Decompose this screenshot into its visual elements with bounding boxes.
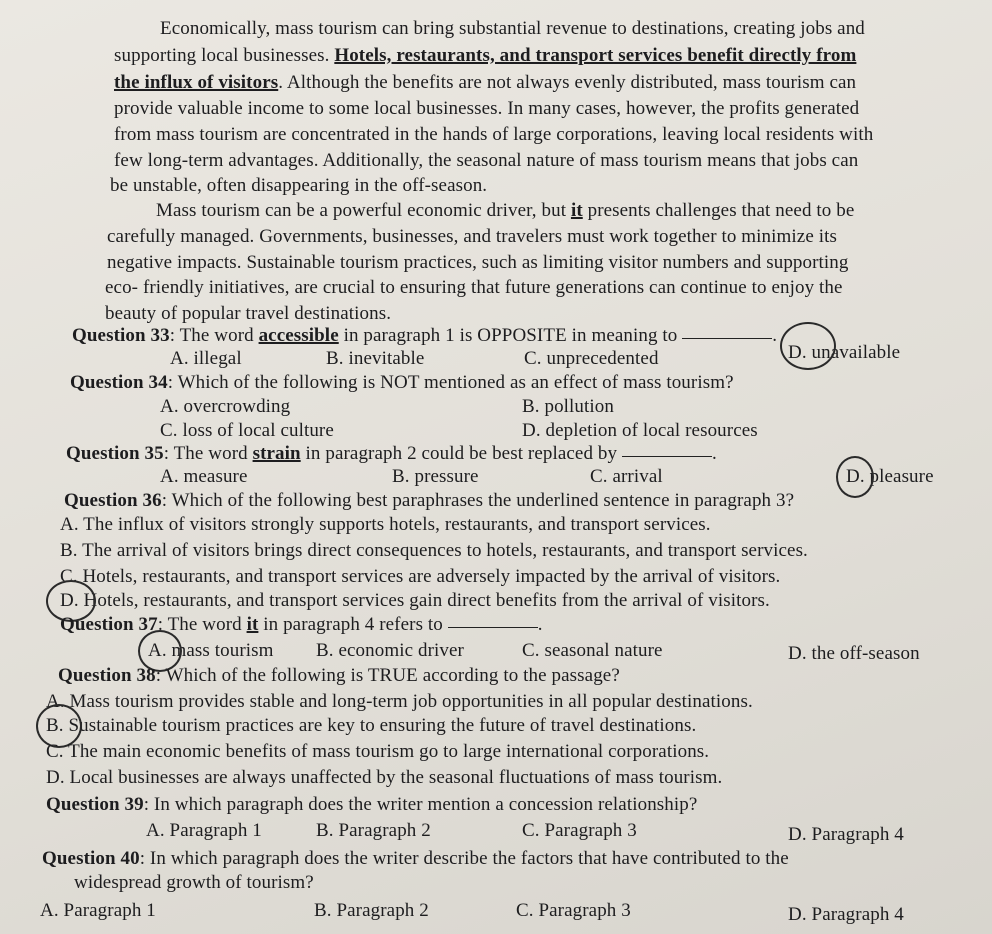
passage-line	[156, 200, 854, 222]
passage-text: supporting local businesses.	[114, 45, 335, 66]
question-text: in paragraph 2 could be best replaced by	[300, 443, 618, 464]
option-36-c[interactable]: C. Hotels, restaurants, and transport services are adversely impacted by the arrival of visitors.	[60, 566, 781, 587]
option-38-d[interactable]: D. Local businesses are always unaffected by the seasonal fluctuations of mass tourism.	[46, 767, 723, 788]
underlined-sentence: Hotels, restaurants, and transport services benefit directly from	[334, 45, 857, 66]
option-38-b[interactable]: B. Sustainable tourism practices are key to ensuring the future of travel destinations.	[46, 715, 697, 736]
answer-blank	[682, 337, 772, 339]
underlined-word: it	[246, 614, 259, 635]
option-33-d[interactable]: D. unavailable	[788, 342, 901, 363]
question-40-stem-cont: widespread growth of tourism?	[74, 872, 314, 893]
underlined-word: accessible	[258, 325, 339, 346]
passage-text: presents challenges that need to be	[582, 200, 855, 221]
question-35-stem	[66, 443, 717, 465]
question-39-stem	[46, 794, 697, 816]
option-35-d[interactable]: D. pleasure	[846, 466, 934, 487]
option-36-a[interactable]: A. The influx of visitors strongly supports hotels, restaurants, and transport services.	[60, 514, 711, 535]
underlined-word-it: it	[570, 200, 583, 221]
option-35-c[interactable]: C. arrival	[590, 466, 663, 487]
question-text: .	[772, 325, 778, 346]
option-33-a[interactable]: A. illegal	[170, 348, 242, 369]
passage-line: provide valuable income to some local businesses. In many cases, however, the profits generated	[114, 98, 860, 119]
option-33-b[interactable]: B. inevitable	[326, 348, 425, 369]
passage-line: eco- friendly initiatives, are crucial to ensuring that future generations can continue to enjoy the	[105, 277, 843, 298]
question-text: .	[537, 614, 543, 635]
passage-line: Economically, mass tourism can bring substantial revenue to destinations, creating jobs and	[160, 18, 865, 39]
passage-line	[114, 45, 856, 67]
passage-text: Mass tourism can be a powerful economic driver, but	[156, 200, 571, 221]
question-label: Question 33	[72, 325, 170, 346]
question-text: .	[711, 443, 717, 464]
option-36-d[interactable]: D. Hotels, restaurants, and transport services gain direct benefits from the arrival of visitors.	[60, 590, 770, 611]
option-40-b[interactable]: B. Paragraph 2	[314, 900, 429, 921]
option-39-b[interactable]: B. Paragraph 2	[316, 820, 431, 841]
option-39-a[interactable]: A. Paragraph 1	[146, 820, 262, 841]
option-34-a[interactable]: A. overcrowding	[160, 396, 291, 417]
option-39-d[interactable]: D. Paragraph 4	[788, 824, 904, 845]
option-40-c[interactable]: C. Paragraph 3	[516, 900, 631, 921]
question-label: Question 38	[58, 665, 156, 686]
option-40-d[interactable]: D. Paragraph 4	[788, 904, 904, 925]
question-label: Question 37	[60, 614, 158, 635]
question-text: : In which paragraph does the writer describe the factors that have contributed to the	[139, 848, 789, 869]
option-38-a[interactable]: A. Mass tourism provides stable and long-term job opportunities in all popular destinations.	[46, 691, 753, 712]
question-40-stem	[42, 848, 789, 870]
question-label: Question 34	[70, 372, 168, 393]
option-33-c[interactable]: C. unprecedented	[524, 348, 659, 369]
question-label: Question 35	[66, 443, 164, 464]
option-39-c[interactable]: C. Paragraph 3	[522, 820, 637, 841]
passage-line: carefully managed. Governments, businesses, and travelers must work together to minimize its	[107, 226, 837, 247]
option-40-a[interactable]: A. Paragraph 1	[40, 900, 156, 921]
question-38-stem	[58, 665, 620, 687]
passage-line: be unstable, often disappearing in the off-season.	[110, 175, 488, 196]
option-34-b[interactable]: B. pollution	[522, 396, 614, 417]
passage-line	[114, 72, 856, 94]
question-34-stem	[70, 372, 734, 394]
question-text: in paragraph 4 refers to	[258, 614, 443, 635]
question-text: : The word	[157, 614, 247, 635]
question-37-stem	[60, 614, 543, 636]
question-text: in paragraph 1 is OPPOSITE in meaning to	[338, 325, 678, 346]
question-text: : Which of the following is NOT mentioned as an effect of mass tourism?	[167, 372, 734, 393]
option-37-d[interactable]: D. the off-season	[788, 643, 920, 664]
question-text: : Which of the following best paraphrases the underlined sentence in paragraph 3?	[161, 490, 795, 511]
question-text: : The word	[169, 325, 259, 346]
option-35-b[interactable]: B. pressure	[392, 466, 479, 487]
passage-line: from mass tourism are concentrated in the hands of large corporations, leaving local residents with	[114, 124, 874, 145]
answer-blank	[448, 626, 538, 628]
question-text: : In which paragraph does the writer mention a concession relationship?	[143, 794, 698, 815]
question-label: Question 40	[42, 848, 140, 869]
option-36-b[interactable]: B. The arrival of visitors brings direct consequences to hotels, restaurants, and transport services.	[60, 540, 808, 561]
option-38-c[interactable]: C. The main economic benefits of mass tourism go to large international corporations.	[46, 741, 710, 762]
question-36-stem	[64, 490, 794, 512]
passage-line: beauty of popular travel destinations.	[105, 303, 392, 324]
option-35-a[interactable]: A. measure	[160, 466, 248, 487]
question-label: Question 39	[46, 794, 144, 815]
option-34-d[interactable]: D. depletion of local resources	[522, 420, 758, 441]
option-37-a[interactable]: A. mass tourism	[148, 640, 274, 661]
passage-line: few long-term advantages. Additionally, the seasonal nature of mass tourism means that jobs can	[114, 150, 859, 171]
answer-blank	[622, 455, 712, 457]
question-label: Question 36	[64, 490, 162, 511]
option-37-b[interactable]: B. economic driver	[316, 640, 464, 661]
question-33-stem	[72, 325, 777, 347]
passage-line: negative impacts. Sustainable tourism practices, such as limiting visitor numbers and supporting	[107, 252, 849, 273]
question-text: : Which of the following is TRUE according to the passage?	[155, 665, 620, 686]
underlined-sentence: the influx of visitors	[114, 72, 279, 93]
option-34-c[interactable]: C. loss of local culture	[160, 420, 334, 441]
underlined-word: strain	[252, 443, 301, 464]
option-37-c[interactable]: C. seasonal nature	[522, 640, 663, 661]
passage-text: . Although the benefits are not always evenly distributed, mass tourism can	[278, 72, 857, 93]
question-text: : The word	[163, 443, 253, 464]
